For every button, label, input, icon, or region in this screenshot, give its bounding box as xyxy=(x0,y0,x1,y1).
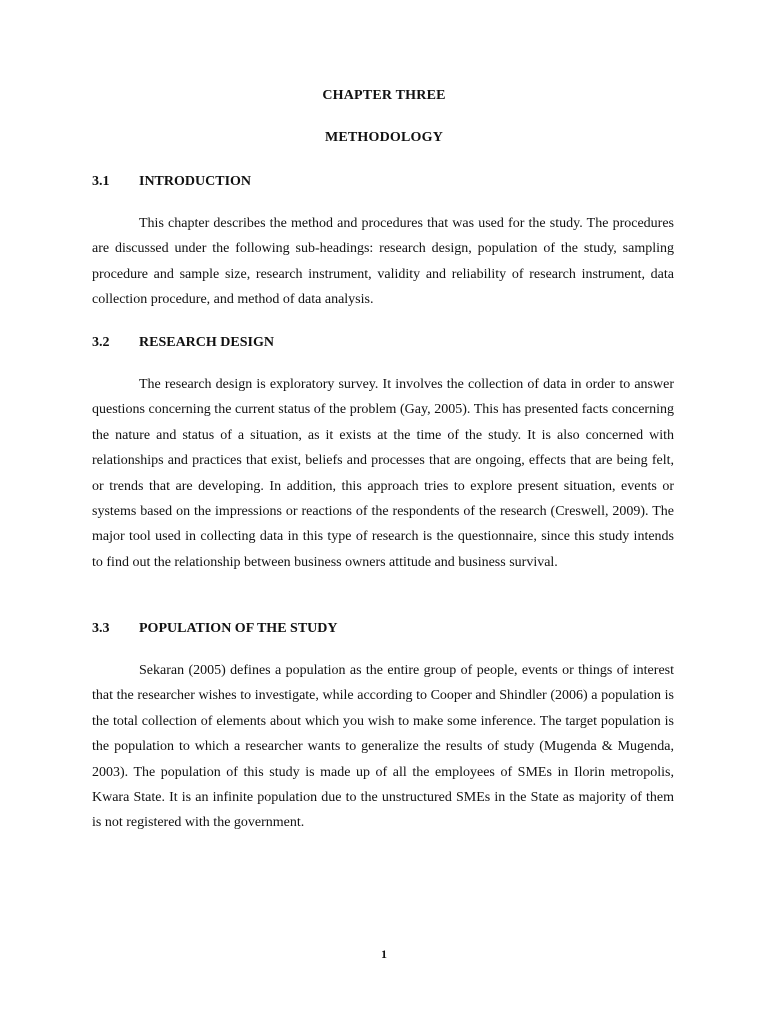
section-heading-population xyxy=(92,621,338,637)
chapter-title: CHAPTER THREE xyxy=(322,88,446,103)
section-heading-research-design xyxy=(92,335,274,351)
paragraph-introduction: This chapter describes the method and procedures that was used for the study. The procedures are discussed under the following sub-headings: research design, population of the study, sampling procedure and sample size, research instrument, validity and reliability of research instrument, data collection procedure, and method of data analysis. xyxy=(92,216,674,308)
paragraph-population: Sekaran (2005) defines a population as the entire group of people, events or things of interest that the researcher wishes to investigate, while according to Cooper and Shindler (2006) a population is the total collection of elements about which you wish to make some inference. The target population is the population to which a researcher wants to generalize the results of study (Mugenda & Mugenda, 2003). The population of this study is made up of all the employees of SMEs in Ilorin metropolis, Kwara State. It is an infinite population due to the unstructured SMEs in the State as majority of them is not registered with the government. xyxy=(92,663,674,831)
section-heading-introduction xyxy=(92,174,251,190)
section-number: 3.2 xyxy=(92,335,110,350)
chapter-subtitle: METHODOLOGY xyxy=(324,130,444,145)
section-title: POPULATION OF THE STUDY xyxy=(139,621,338,636)
section-title: RESEARCH DESIGN xyxy=(139,335,274,350)
section-number: 3.1 xyxy=(92,174,110,189)
section-number: 3.3 xyxy=(92,621,110,636)
page-number: 1 xyxy=(381,947,387,961)
paragraph-research-design: The research design is exploratory survey. It involves the collection of data in order to answer questions concerning the current status of the problem (Gay, 2005). This has presented facts concerning the nature and status of a situation, as it exists at the time of the study. It is also concerned with relationships and practices that exist, beliefs and processes that are ongoing, effects that are being felt, or trends that are developing. In addition, this approach tries to explore present situation, events or systems based on the impressions or reactions of the respondents of the research (Creswell, 2009). The major tool used in collecting data in this type of research is the questionnaire, since this study intends to find out the relationship between business owners attitude and business survival. xyxy=(92,377,674,570)
section-title: INTRODUCTION xyxy=(139,174,252,189)
